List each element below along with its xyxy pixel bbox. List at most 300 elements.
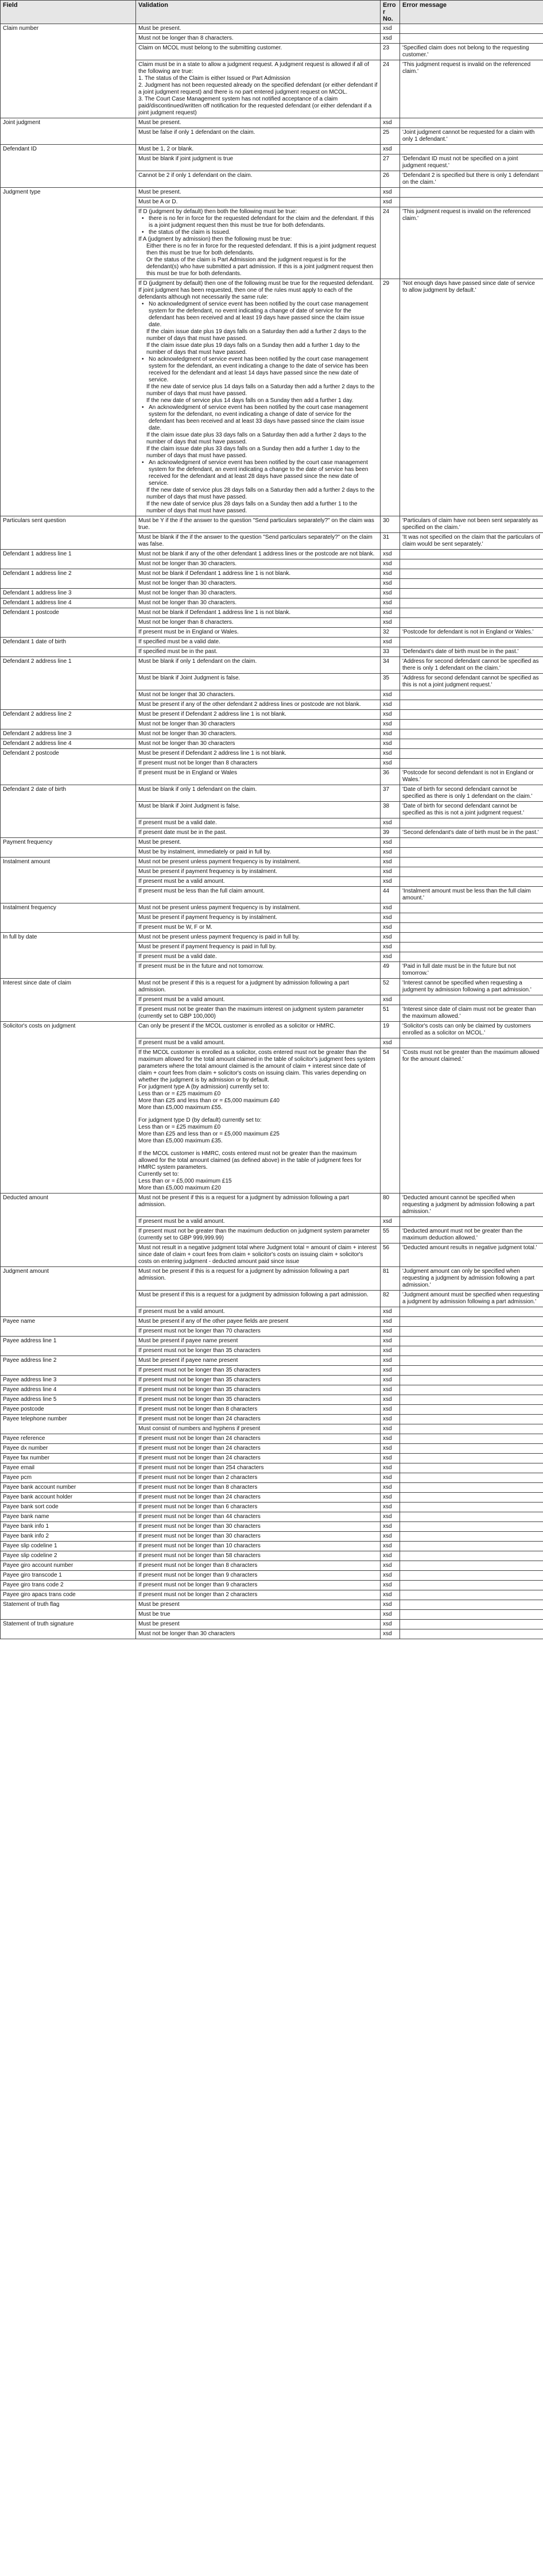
table-row	[1, 1267, 543, 1291]
error-message	[400, 1473, 543, 1483]
validation-line: If present must be less than the full claim amount.	[138, 888, 265, 894]
validation-cell	[136, 24, 381, 34]
validation-cell	[136, 1454, 381, 1463]
validation-indent: Or the status of the claim is Part Admission and the judgment request is for the defendant(s) who have submitted a part admission. If this is a joint judgment request then this must be true for both defendants.	[146, 257, 374, 277]
error-message: 'Particulars of claim have not been sent separately as specified on the claim.'	[400, 516, 543, 533]
field-name: Payee bank account number	[1, 1483, 136, 1493]
error-message: 'Postcode for defendant is not in England or Wales.'	[400, 628, 543, 638]
error-number: xsd	[381, 1581, 400, 1590]
validation-line: Must not be longer than 30 characters.	[138, 590, 237, 596]
validation-indent: Either there is no fer in force for the requested defendant. If this is a joint judgment request then this must be true for both defendants.	[146, 243, 377, 256]
table-row	[1, 589, 543, 598]
validation-line: If the MCOL customer is HMRC, costs entered must not be greater than the maximum allowed for the total amount claimed (as defined above) in the table of judgment fees for HMRC system parameters.	[138, 1150, 362, 1171]
error-message	[400, 690, 543, 700]
error-message	[400, 598, 543, 608]
error-message: 'Second defendant's date of birth must be in the past.'	[400, 828, 543, 838]
error-number: xsd	[381, 1395, 400, 1405]
error-number: xsd	[381, 1444, 400, 1454]
table-row	[1, 1194, 543, 1217]
validation-cell	[136, 1048, 381, 1194]
validation-line: Must be 1, 2 or blank.	[138, 146, 194, 152]
error-message	[400, 739, 543, 749]
error-message	[400, 710, 543, 720]
error-message	[400, 1512, 543, 1522]
validation-line: If present must not be longer than 8 characters	[138, 1484, 258, 1490]
validation-cell	[136, 785, 381, 802]
table-row	[1, 1356, 543, 1366]
table-row	[1, 1532, 543, 1542]
error-message	[400, 1454, 543, 1463]
error-number: xsd	[381, 952, 400, 962]
validation-line: For judgment type A (by admission) currently set to:	[138, 1084, 269, 1090]
validation-cell	[136, 1532, 381, 1542]
field-name: Payee bank sort code	[1, 1503, 136, 1512]
validation-cell	[136, 1551, 381, 1561]
validation-line: If present must not be longer than 35 characters	[138, 1367, 261, 1373]
validation-line: If present must be a valid amount.	[138, 997, 225, 1003]
validation-cell	[136, 657, 381, 674]
field-name: Defendant 2 address line 1	[1, 657, 136, 710]
validation-line: Must not be longer than 8 characters.	[138, 619, 234, 625]
validation-cell	[136, 1473, 381, 1483]
validation-cell	[136, 516, 381, 533]
error-number: xsd	[381, 1493, 400, 1503]
validation-cell	[136, 598, 381, 608]
error-number: xsd	[381, 729, 400, 739]
error-number: 54	[381, 1048, 400, 1194]
table-row	[1, 979, 543, 995]
error-message	[400, 943, 543, 952]
validation-line: If present must not be longer than 8 characters	[138, 1562, 258, 1569]
validation-cell	[136, 1194, 381, 1217]
header-row	[1, 1, 543, 24]
validation-cell	[136, 1503, 381, 1512]
error-number: xsd	[381, 690, 400, 700]
table-row	[1, 749, 543, 759]
validation-line: Must be blank if Joint Judgment is false.	[138, 675, 241, 681]
field-name: Judgment amount	[1, 1267, 136, 1317]
validation-cell	[136, 1346, 381, 1356]
validation-bullet: • No acknowledgment of service event has been notified by the court case management system for the defendant, an event indicating a change to the date of service has been received for the defendant and at least 14 days have passed since the new date of service.	[138, 356, 378, 384]
error-number: xsd	[381, 589, 400, 598]
field-name: Payee dx number	[1, 1444, 136, 1454]
error-number: 56	[381, 1243, 400, 1267]
validation-cell	[136, 903, 381, 913]
error-number: xsd	[381, 1217, 400, 1227]
error-number: 81	[381, 1267, 400, 1291]
error-number: xsd	[381, 1463, 400, 1473]
error-number: 36	[381, 768, 400, 785]
validation-line: If present must be a valid date.	[138, 820, 217, 826]
validation-line: Must be present if payee name present	[138, 1357, 238, 1364]
validation-line: Must be true	[138, 1611, 170, 1617]
validation-cell	[136, 858, 381, 867]
validation-line: Must not be present if this is a request for a judgment by admission following a part admission.	[138, 980, 349, 993]
field-name: Solicitor's costs on judgment	[1, 1022, 136, 1194]
validation-line: Must not be present unless payment frequency is by instalment.	[138, 905, 301, 911]
error-number: 34	[381, 657, 400, 674]
validation-indent: If the new date of service plus 14 days falls on a Saturday then add a further 2 days to the number of days that must have passed.	[146, 384, 375, 397]
validation-line: Currently set to:	[138, 1171, 179, 1177]
validation-cell	[136, 171, 381, 188]
field-name: Payee postcode	[1, 1405, 136, 1415]
table-row	[1, 903, 543, 913]
table-row	[1, 657, 543, 674]
validation-line: Must not be longer than 30 characters.	[138, 731, 237, 737]
error-message: 'This judgment request is invalid on the referenced claim.'	[400, 60, 543, 118]
field-name: Payee giro apacs trans code	[1, 1590, 136, 1600]
validation-cell	[136, 155, 381, 171]
error-message: 'This judgment request is invalid on the referenced claim.'	[400, 207, 543, 279]
field-name: Defendant 2 date of birth	[1, 785, 136, 838]
validation-cell	[136, 128, 381, 145]
validation-cell	[136, 533, 381, 550]
validation-line: If present must be a valid amount.	[138, 1308, 225, 1315]
field-name: Payee giro trans code 2	[1, 1581, 136, 1590]
validation-cell	[136, 1366, 381, 1376]
validation-line: Must be present	[138, 1601, 180, 1608]
error-number: xsd	[381, 867, 400, 877]
error-message	[400, 1376, 543, 1385]
table-row	[1, 1581, 543, 1590]
error-message	[400, 995, 543, 1005]
error-message	[400, 1424, 543, 1434]
error-number: 23	[381, 44, 400, 60]
validation-cell	[136, 118, 381, 128]
error-number: xsd	[381, 118, 400, 128]
validation-line: 3. The Court Case Management system has not notified acceptance of a claim paid/discontinued/written off notification for the requested defendant (or either defendant if a joint judgment request)	[138, 96, 372, 116]
table-row	[1, 1405, 543, 1415]
error-number: xsd	[381, 943, 400, 952]
error-number: xsd	[381, 1561, 400, 1571]
validation-cell	[136, 1022, 381, 1038]
validation-line: If present must not be longer than 35 characters	[138, 1377, 261, 1383]
validation-cell	[136, 1267, 381, 1291]
error-message	[400, 579, 543, 589]
validation-line: If present must not be longer than 6 characters	[138, 1504, 258, 1510]
validation-cell	[136, 1512, 381, 1522]
validation-cell	[136, 952, 381, 962]
validation-line: More than £5,000 maximum £20	[138, 1185, 221, 1191]
error-number: xsd	[381, 550, 400, 559]
error-message	[400, 1629, 543, 1639]
error-number: xsd	[381, 1405, 400, 1415]
table-row	[1, 145, 543, 155]
table-row	[1, 550, 543, 559]
table-row	[1, 1503, 543, 1512]
field-name: Payee slip codeline 1	[1, 1542, 136, 1551]
table-row	[1, 858, 543, 867]
error-message: 'Deducted amount must not be greater than the maximum deduction allowed.'	[400, 1227, 543, 1243]
error-message	[400, 1463, 543, 1473]
error-message: 'Judgment amount must be specified when requesting a judgment by admission following a part admission.'	[400, 1291, 543, 1307]
error-message	[400, 608, 543, 618]
table-row	[1, 516, 543, 533]
error-message	[400, 1571, 543, 1581]
error-message	[400, 749, 543, 759]
validation-line: If present must not be longer than 44 characters	[138, 1513, 261, 1520]
validation-cell	[136, 1424, 381, 1434]
validation-line: Must not be longer than 30 characters.	[138, 561, 237, 567]
field-name: Defendant 2 address line 3	[1, 729, 136, 739]
table-row	[1, 1337, 543, 1346]
error-message	[400, 952, 543, 962]
validation-cell	[136, 877, 381, 887]
validation-line: Must be present.	[138, 839, 181, 845]
error-number: xsd	[381, 1424, 400, 1434]
validation-cell	[136, 674, 381, 690]
validation-cell	[136, 1610, 381, 1620]
error-message	[400, 1038, 543, 1048]
table-row	[1, 1463, 543, 1473]
validation-line: Must be present.	[138, 189, 181, 195]
error-number: xsd	[381, 1512, 400, 1522]
validation-gap	[138, 1111, 378, 1117]
error-number: 27	[381, 155, 400, 171]
validation-cell	[136, 1227, 381, 1243]
field-name: Instalment frequency	[1, 903, 136, 933]
validation-cell	[136, 818, 381, 828]
validation-cell	[136, 848, 381, 858]
validation-line: Must be blank if the if the answer to the question "Send particulars separately?" on the claim was false.	[138, 534, 373, 547]
validation-cell	[136, 1444, 381, 1454]
error-number: 25	[381, 128, 400, 145]
table-row	[1, 118, 543, 128]
validation-line: Must not be present unless payment frequency is paid in full by.	[138, 934, 300, 940]
validation-cell	[136, 1590, 381, 1600]
table-row	[1, 1600, 543, 1610]
table-row	[1, 1512, 543, 1522]
error-message	[400, 589, 543, 598]
field-name: Payee bank info 2	[1, 1532, 136, 1542]
error-message: 'Date of birth for second defendant cannot be specified as this is not a joint judgment request.'	[400, 802, 543, 818]
table-row	[1, 1022, 543, 1038]
error-number: xsd	[381, 1473, 400, 1483]
error-number: xsd	[381, 1620, 400, 1629]
field-name: Defendant 1 address line 3	[1, 589, 136, 598]
validation-cell	[136, 279, 381, 516]
error-number: xsd	[381, 858, 400, 867]
validation-line: If present must not be longer than 58 characters	[138, 1552, 261, 1559]
validation-cell	[136, 559, 381, 569]
error-number: xsd	[381, 1532, 400, 1542]
error-number: 32	[381, 628, 400, 638]
error-message: 'Defendant ID must not be specified on a joint judgment request.'	[400, 155, 543, 171]
error-number: xsd	[381, 1415, 400, 1424]
error-message	[400, 1600, 543, 1610]
validation-indent: If the claim issue date plus 33 days falls on a Sunday then add a further 1 day to the number of days that must have passed.	[146, 446, 360, 459]
error-message	[400, 1551, 543, 1561]
validation-line: If present must be a valid date.	[138, 953, 217, 960]
error-message	[400, 618, 543, 628]
error-number: xsd	[381, 818, 400, 828]
table-row	[1, 785, 543, 802]
error-number: 38	[381, 802, 400, 818]
validation-cell	[136, 1038, 381, 1048]
validation-cell	[136, 1415, 381, 1424]
error-message	[400, 1610, 543, 1620]
validation-cell	[136, 1463, 381, 1473]
error-number: xsd	[381, 1629, 400, 1639]
validation-cell	[136, 887, 381, 903]
error-message	[400, 1590, 543, 1600]
validation-line: Must be present.	[138, 25, 181, 32]
error-message	[400, 145, 543, 155]
validation-bullet: • the status of the claim is Issued.	[138, 229, 378, 236]
field-name: Defendant 1 postcode	[1, 608, 136, 638]
validation-cell	[136, 1493, 381, 1503]
validation-line: Must not be present if this is a request for a judgment by admission following a part admission.	[138, 1195, 349, 1208]
error-message	[400, 1434, 543, 1444]
validation-line: More than £5,000 maximum £55.	[138, 1104, 223, 1111]
validation-cell	[136, 1291, 381, 1307]
validation-line: If present must not be longer than 24 characters	[138, 1494, 261, 1500]
error-message	[400, 903, 543, 913]
field-name: Defendant 1 address line 2	[1, 569, 136, 589]
error-number: xsd	[381, 700, 400, 710]
table-row	[1, 1590, 543, 1600]
table-row	[1, 1483, 543, 1493]
error-message	[400, 720, 543, 729]
error-number: xsd	[381, 579, 400, 589]
field-name: Payee email	[1, 1463, 136, 1473]
error-number: xsd	[381, 838, 400, 848]
validation-line: If the MCOL customer is enrolled as a solicitor, costs entered must not be greater than the maximum allowed for the total amount claimed in the table of solicitor's judgment fees system parameters where the total amount claimed is the amount of claim + interest since date of claim + court fees from claim + solicitor's costs on issuing claim. This varies depending on whether the judgment is by admission or by default.	[138, 1049, 375, 1083]
validation-cell	[136, 579, 381, 589]
validation-line: Must not result in a negative judgment total where Judgment total = amount of claim + interest since date of claim + court fees from claim + solicitor's costs on issuing claim + solicitor's costs on entering judgment - deducted amount paid since issue	[138, 1245, 377, 1265]
validation-cell	[136, 1620, 381, 1629]
table-row	[1, 1561, 543, 1571]
validation-line: Less than or = £25 maximum £0	[138, 1124, 221, 1130]
validation-line: Must be present if any of the other defendant 2 address lines or postcode are not blank.	[138, 701, 361, 708]
field-name: Payment frequency	[1, 838, 136, 858]
validation-cell	[136, 628, 381, 638]
validation-cell	[136, 690, 381, 700]
field-name: In full by date	[1, 933, 136, 979]
error-message	[400, 867, 543, 877]
validation-cell	[136, 589, 381, 598]
validation-line: Must not be longer than 30 characters.	[138, 600, 237, 606]
validation-line: If A (judgment by admission) then the following must be true:	[138, 236, 292, 242]
validation-indent: If the new date of service plus 28 days falls on a Saturday then add a further 2 days to the number of days that must have passed.	[146, 487, 375, 500]
validation-line: If present must not be longer than 254 characters	[138, 1465, 264, 1471]
error-number: xsd	[381, 903, 400, 913]
field-name: Defendant 1 address line 1	[1, 550, 136, 569]
validation-cell	[136, 1561, 381, 1571]
validation-bullet: • No acknowledgment of service event has been notified by the court case management system for the defendant, no event indicating a change of date of service for the defendant has been received and at least 19 days have passed since the claim issue date.	[138, 301, 378, 329]
validation-line: Claim on MCOL must belong to the submitting customer.	[138, 45, 282, 51]
error-number: 33	[381, 647, 400, 657]
validation-line: If present must not be longer than 30 characters	[138, 1523, 261, 1530]
error-message	[400, 1337, 543, 1346]
error-message	[400, 24, 543, 34]
validation-line: If present must not be longer than 9 characters	[138, 1572, 258, 1578]
validation-line: For judgment type D (by default) currently set to:	[138, 1117, 262, 1123]
validation-line: If present must be W, F or M.	[138, 924, 212, 930]
validation-line: Must be present if Defendant 2 address line 1 is not blank.	[138, 750, 286, 756]
table-row	[1, 1551, 543, 1561]
validation-line: Must not be longer than 30 characters	[138, 740, 235, 747]
error-number: xsd	[381, 739, 400, 749]
error-number: xsd	[381, 1551, 400, 1561]
error-message	[400, 759, 543, 768]
table-row	[1, 569, 543, 579]
validation-line: 2. Judgment has not been requested already on the specified defendant (or either defendant if a joint judgment request) and there is no part entered judgment request on MCOL.	[138, 82, 378, 95]
table-row	[1, 1434, 543, 1444]
error-number: xsd	[381, 1307, 400, 1317]
error-message	[400, 569, 543, 579]
validation-cell	[136, 1581, 381, 1590]
validation-cell	[136, 1243, 381, 1267]
field-name: Payee pcm	[1, 1473, 136, 1483]
validation-cell	[136, 943, 381, 952]
error-number: 24	[381, 207, 400, 279]
validation-line: Must be A or D.	[138, 199, 178, 205]
error-number: xsd	[381, 1356, 400, 1366]
error-number: xsd	[381, 198, 400, 207]
error-message	[400, 1444, 543, 1454]
field-name: Payee giro account number	[1, 1561, 136, 1571]
error-number: 31	[381, 533, 400, 550]
error-message	[400, 1327, 543, 1337]
validation-line: Must be present if payment frequency is by instalment.	[138, 868, 277, 875]
validation-line: Must not be present if this is a request for a judgment by admission following a part admission.	[138, 1268, 349, 1281]
validation-cell	[136, 1483, 381, 1493]
validation-line: If present must not be greater than the maximum interest on judgment system parameter (currently set to GBP 100,000)	[138, 1006, 364, 1019]
validation-line: More than £25 and less than or = £5,000 maximum £40	[138, 1098, 280, 1104]
header-field: Field	[1, 1, 136, 24]
validation-cell	[136, 1307, 381, 1317]
validation-cell	[136, 34, 381, 44]
validation-line: Cannot be 2 if only 1 defendant on the claim.	[138, 172, 253, 179]
field-name: Payee bank account holder	[1, 1493, 136, 1503]
error-message	[400, 559, 543, 569]
validation-line: More than £25 and less than or = £5,000 maximum £25	[138, 1131, 280, 1137]
validation-cell	[136, 768, 381, 785]
field-name: Joint judgment	[1, 118, 136, 145]
error-message: 'Interest cannot be specified when requesting a judgment by admission following a part admission.'	[400, 979, 543, 995]
field-name: Deducted amount	[1, 1194, 136, 1267]
validation-cell	[136, 1395, 381, 1405]
error-number: xsd	[381, 1542, 400, 1551]
validation-line: If D (judgment by default) then both the following must be true:	[138, 208, 297, 215]
table-row	[1, 1522, 543, 1532]
error-message	[400, 1366, 543, 1376]
error-number: xsd	[381, 759, 400, 768]
validation-cell	[136, 1337, 381, 1346]
validation-cell	[136, 1571, 381, 1581]
validation-cell	[136, 720, 381, 729]
field-name: Payee address line 5	[1, 1395, 136, 1405]
validation-cell	[136, 979, 381, 995]
error-message	[400, 913, 543, 923]
validation-cell	[136, 1005, 381, 1022]
table-row	[1, 1317, 543, 1327]
error-message	[400, 1395, 543, 1405]
validation-line: Must be present if Defendant 2 address line 1 is not blank.	[138, 711, 286, 717]
error-number: xsd	[381, 598, 400, 608]
validation-line: If present must not be longer than 8 characters	[138, 760, 258, 766]
error-number: xsd	[381, 188, 400, 198]
error-number: xsd	[381, 710, 400, 720]
error-message: 'Deducted amount cannot be specified when requesting a judgment by admission following a part admission.'	[400, 1194, 543, 1217]
header-error-no: Error No.	[381, 1, 400, 24]
error-message	[400, 877, 543, 887]
error-message	[400, 858, 543, 867]
validation-indent: If the claim issue date plus 33 days falls on a Saturday then add a further 2 days to the number of days that must have passed.	[146, 432, 367, 445]
error-number: xsd	[381, 1366, 400, 1376]
validation-cell	[136, 569, 381, 579]
